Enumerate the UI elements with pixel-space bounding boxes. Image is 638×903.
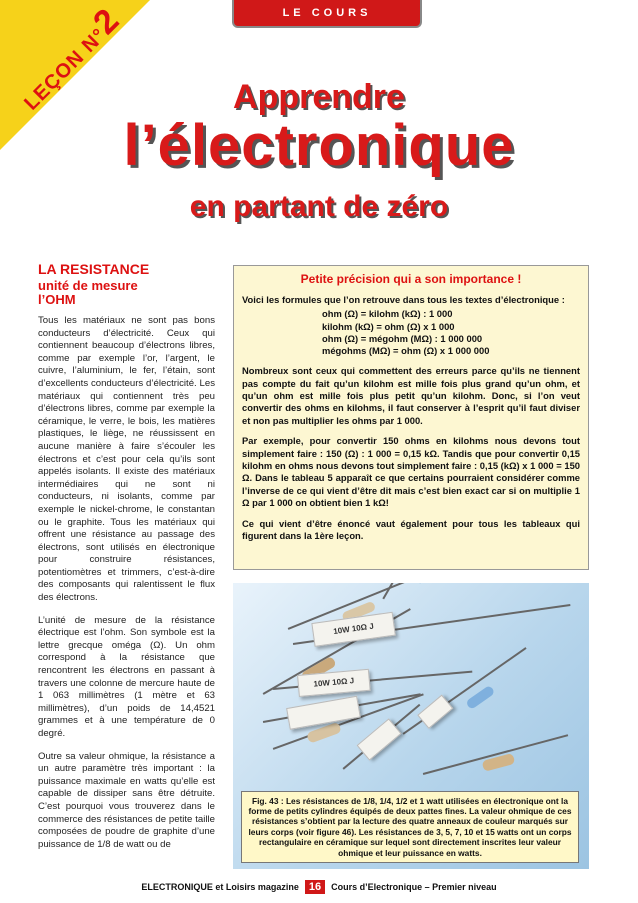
footer-magazine: ELECTRONIQUE et Loisirs magazine [141,882,299,892]
ceramic-resistor-2-label: 10W 10Ω J [313,676,355,689]
box-title: Petite précision qui a son importance ! [300,272,522,286]
paragraph-2: L’unité de mesure de la résistance électrique est l’ohm. Son symbole est la lettre grecque oméga (Ω). Un ohm correspond à la résistance que rencontrent les électrons en passant à travers une colonne de mercure haute de 1 063 millimètres (1 mètre et 63 millimètres), d’un poids de 14,4521 grammes et à une température de 0 degré. [38,614,215,739]
subheading-line-2: l’OHM [38,292,76,307]
formula-list [242,308,580,357]
box-paragraph-2: Par exemple, pour convertir 150 ohms en kilohms nous devons tout simplement faire : 150 (Ω) : 1 000 = 0,15 kΩ. Tandis que pour convertir 0,15 kilohm en ohms nous devons tout simplement faire : 0,15 (kΩ) x 1 000 = 150 Ω. Dans le tableau 5 apparaît ce que certains pourraient considérer comme l’inverse de ce qui vient d’être dit mais c’est bien exact car si on multiplie 1 Ω par 1 000 on obtient bien 1 kΩ! [242,435,580,509]
footer-course: Cours d’Electronique – Premier niveau [331,882,497,892]
resistors-photo [233,583,589,869]
lesson-word: LEÇON N° [20,24,111,115]
precision-box [233,265,589,570]
page-number: 16 [305,880,325,894]
page-footer [0,880,638,894]
formula-2: kilohm (kΩ) = ohm (Ω) x 1 000 [322,320,455,332]
subheading-line-1: unité de mesure [38,278,138,293]
lesson-num: 2 [85,1,127,42]
ceramic-resistor-4 [357,718,402,760]
box-paragraph-3: Ce qui vient d’être énoncé vaut également pour tous les tableaux qui figurent dans la 1ère leçon. [242,517,580,542]
resistor-lead [403,647,527,734]
paragraph-1: Tous les matériaux ne sont pas bons conducteurs d’électricité. Ceux qui contiennent beaucoup d’électrons libres, comme par exemple l’or, l’argent, le cuivre, l’aluminium, le fer, l’étain, sont d’excellents conducteurs d’électricité. Les matériaux qui contiennent très peu d’électrons libres, comme par exemple la céramique, le verre, le bois, les matières plastiques, le liège, ne réussissent en aucune manière à faire s’écouler les électrons et c’est pour cela qu’ils sont appelés isolants. Il existe des matériaux intermédiaires qui ne sont ni conducteurs, ni isolants, comme par exemple le nickel-chrome, le constantan ou le graphite. Tous les matériaux qui offrent une résistance au passage des électrons, sont utilisés en électronique pour construire résistances, potentiomètres et trimmers, c’est-à-dire des composants qui ralentissent le flux des électrons. [38,315,215,604]
title-line-1: Apprendre [233,78,405,116]
resistance-heading: LA RESISTANCE [38,261,150,277]
left-column [38,262,215,861]
title-line-2: l’électronique [123,113,515,178]
resistor-small-5 [465,685,495,710]
figure-caption: Fig. 43 : Les résistances de 1/8, 1/4, 1/2 et 1 watt utilisées en électronique ont la forme de petits cylindres équipés de deux pattes fines. La valeur ohmique de ces résistances s’obtient par la lecture des quatre anneaux de couleur marqués sur leurs corps (voir figure 46). Les résistances de 3, 5, 7, 10 et 15 watts ont un corps rectangulaire en céramique sur lequel sont directement inscrites leur valeur ohmique et leur puissance en watts. [241,791,579,863]
box-intro: Voici les formules que l’on retrouve dans tous les textes d’électronique : [242,294,565,305]
box-paragraph-1: Nombreux sont ceux qui commettent des erreurs parce qu’ils ne tiennent pas compte du fait qu’un kilohm est mille fois plus grand qu’un ohm, et qu’un ohm est mille fois plus petit qu’un kilohm. Donc, si l’on veut convertir des ohms en kilohms, il faut conserver à l’esprit qu’il faut diviser et non pas multiplier les ohms par 1 000. [242,365,580,426]
formula-3: ohm (Ω) = mégohm (MΩ) : 1 000 000 [322,332,483,344]
formula-1: ohm (Ω) = kilohm (kΩ) : 1 000 [322,308,453,320]
ceramic-resistor-1-label: 10W 10Ω J [332,621,375,637]
resistor-small-2 [414,583,438,585]
resistor-lead [382,583,443,599]
resistance-subheading [38,279,215,307]
section-label: LE COURS [282,7,372,19]
ceramic-resistor-5 [417,695,453,729]
ceramic-resistor-3 [286,696,361,730]
section-tab [232,0,422,28]
paragraph-3: Outre sa valeur ohmique, la résistance a un autre paramètre très important : la puissance maximale en watts qu’elle est capable de dissiper sans être détruite. C’est pourquoi vous trouverez dans le commerce des résistances de petite taille composées de poudre de graphite d’une puissance de 1/8 de watt ou de [38,750,215,850]
formula-4: mégohms (MΩ) = ohm (Ω) x 1 000 000 [322,345,490,357]
title-line-3: en partant de zéro [189,190,449,223]
